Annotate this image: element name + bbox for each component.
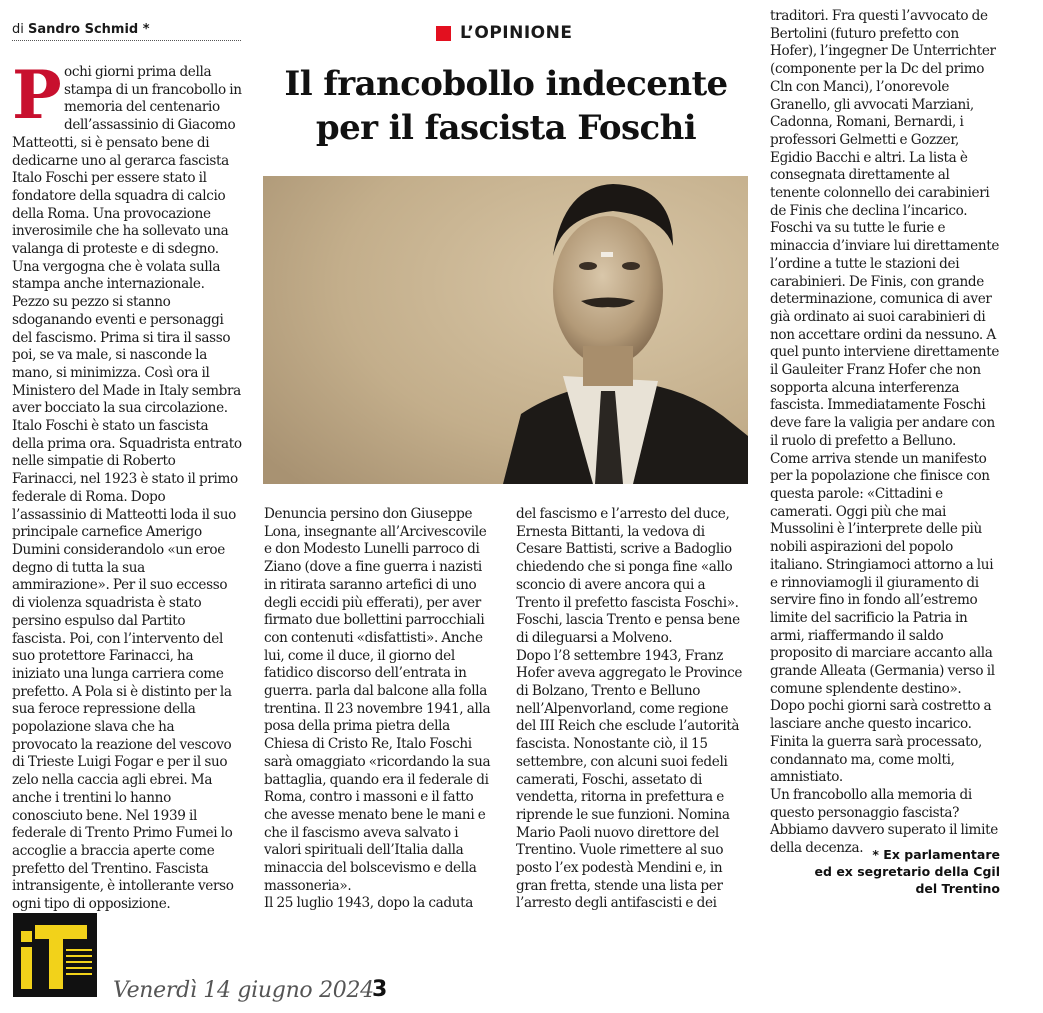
section-square-icon [436, 26, 451, 41]
column-2-paragraph: Il 25 luglio 1943, dopo la caduta [264, 895, 473, 912]
column-3-paragraph: del fascismo e l’arresto del duce, Ernesta Bittanti, la vedova di Cesare Battisti, scrive a Badoglio chiedendo che si ponga fine «allo sconcio di avere ancora qui a Trento il prefetto fascista Foschi». Foschi, lascia Trento e pensa bene di dileguarsi a Molveno. [516, 506, 740, 646]
section-label [436, 22, 572, 44]
column-4-paragraph: Dopo pochi giorni sarà costretto a lasciare anche questo incarico. Finita la guerra sarà processato, condannato ma, come molti, amnistiato. [770, 698, 992, 786]
byline-prefix: di [12, 22, 24, 37]
author-note-line: del Trentino [915, 881, 1000, 896]
headline-line-2: per il fascista Foschi [315, 108, 697, 148]
column-4-paragraph: Come arriva stende un manifesto per la popolazione che finisce con questa parole: «Cittadini e camerati. Oggi più che mai Mussolini è l’interprete delle più nobili aspirazioni del popolo italiano. Stringiamoci attorno a lui e rinnoviamogli il giuramento di servire fino in fondo all’estremo limite del sacrificio la Patria in armi, riaffermando il saldo proposito di marciare accanto alla grande Alleata (Germania) verso il comune splendente destino». [770, 450, 995, 697]
il-t-logo-icon [13, 913, 97, 997]
column-3-paragraph: Dopo l’8 settembre 1943, Franz Hofer aveva aggregato le Province di Bolzano, Trento e Belluno nell’Alpenvorland, come regione del III Reich che esclude l’autorità fascista. Nonostante ciò, il 15 settembre, con alcuni suoi fedeli camerati, Foschi, assetato di vendetta, ritorna in prefettura e riprende le sue funzioni. Nomina Mario Paoli nuovo direttore del Trentino. Vuole rimettere al suo posto l’ex podestà Mendini e, in gran fretta, stende una lista per l’arresto degli antifascisti e dei [516, 647, 743, 912]
column-4-paragraph: traditori. Fra questi l’avvocato de Bertolini (futuro prefetto con Hofer), l’ingegner De Unterrichter (componente per la Dc del primo Cln con Manci), l’onorevole Granello, gli avvocati Marziani, Cadonna, Romani, Bernardi, i professori Gelmetti e Gozzer, Egidio Bacchi e altri. La lista è consegnata direttamente al tenente colonnello dei carabinieri de Finis che declina l’incarico. Foschi va su tutte le furie e minaccia d’inviare lui direttamente l’ordine a tutte le stazioni dei carabinieri. De Finis, con grande determinazione, comunica di aver già ordinato ai suoi carabinieri di non accettare ordini da nessuno. A quel punto interviene direttamente il Gauleiter Franz Hofer che non sopporta alcuna interferenza fascista. Immediatamente Foschi deve fare la valigia per andare con il ruolo di prefetto a Belluno. [770, 8, 1000, 449]
portrait-photo [263, 176, 748, 484]
byline-author: Sandro Schmid * [28, 22, 150, 37]
headline-line-1: Il francobollo indecente [284, 64, 728, 104]
column-4-paragraph: Un francobollo alla memoria di questo personaggio fascista? Abbiamo davvero superato il limite della decenza. [770, 786, 998, 857]
author-note-line: ed ex segretario della Cgil [814, 864, 1000, 879]
headline [262, 62, 750, 150]
article-column-1 [12, 56, 242, 913]
article-column-3 [516, 506, 746, 912]
article-column-2 [264, 506, 494, 912]
issue-date: Venerdì 14 giugno 2024 [113, 978, 374, 1003]
section-text: L’OPINIONE [460, 23, 573, 43]
byline [12, 22, 241, 41]
author-note-line: * Ex parlamentare [872, 847, 1000, 862]
author-note [800, 846, 1000, 897]
column-1-text: ochi giorni prima della stampa di un francobollo in memoria del centenario dell’assassinio di Giacomo Matteotti, si è pensato bene di dedicarne uno al gerarca fascista Italo Foschi per essere stato il fondatore della squadra di calcio della Roma. Una provocazione inverosimile che ha sollevato una valanga di proteste e di sdegno. Una vergogna che è volata sulla stampa anche internazionale. Pezzo su pezzo si stanno sdoganando eventi e personaggi del fascismo. Prima si tira il sasso poi, se va male, si nasconde la mano, si minimizza. Così ora il Ministero del Made in Italy sembra aver bocciato la sua circolazione. Italo Foschi è stato un fascista della prima ora. Squadrista entrato nelle simpatie di Roberto Farinacci, nel 1923 è stato il primo federale di Roma. Dopo l’assassinio di Matteotti loda il suo principale carnefice Amerigo Dumini considerandolo «un eroe degno di tutta la sua ammirazione». Per il suo eccesso di violenza squadrista è stato persino espulso dal Partito fascista. Poi, con l’intervento del suo protettore Farinacci, ha iniziato una lunga carriera come prefetto. A Pola si è distinto per la sua feroce repressione della popolazione slava che ha provocato la reazione del vescovo di Trieste Luigi Fogar e per il suo zelo nella caccia agli ebrei. Ma anche i trentini lo hanno conosciuto bene. Nel 1939 il federale di Trento Primo Fumei lo accoglie a braccia aperte come prefetto del Trentino. Fascista intransigente, è intollerante verso ogni tipo di opposizione. [12, 64, 242, 913]
page-number: 3 [372, 977, 388, 1002]
column-2-paragraph: Denuncia persino don Giuseppe Lona, insegnante all’Arcivescovile e don Modesto Lunelli parroco di Ziano (dove a fine guerra i nazisti in ritirata saranno artefici di uno degli eccidi più efferati), per aver firmato due bollettini parrocchiali con contenuti «disfattisti». Anche lui, come il duce, il giorno del fatidico discorso dell’entrata in guerra. parla dal balcone alla folla trentina. Il 23 novembre 1941, alla posa della prima pietra della Chiesa di Cristo Re, Italo Foschi sarà omaggiato «ricordando la sua battaglia, quando era il federale di Roma, contro i massoni e il fatto che avesse menato bene le mani e che il fascismo aveva salvato i valori spirituali dell’Italia dalla minaccia del bolscevismo e della massoneria». [264, 506, 491, 894]
drop-cap: P [12, 56, 62, 134]
